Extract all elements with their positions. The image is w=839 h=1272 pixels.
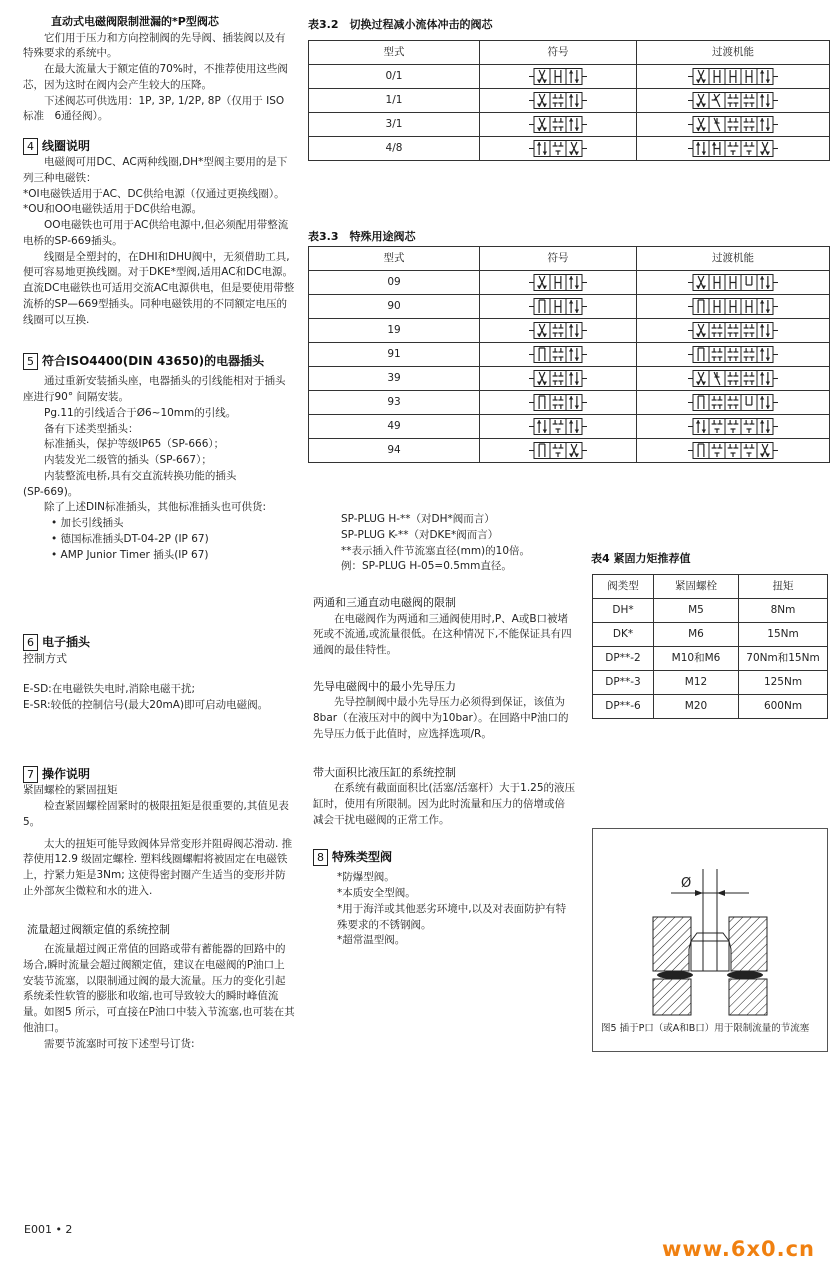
- s4-p1: 电磁阀可用DC、AC两种线圈,DH*型阀主要用的是下列三种电磁铁：: [23, 156, 288, 184]
- transition-cell: [637, 439, 830, 463]
- s5-p2: Pg.11的引线适合于Ø6~10mm的引线。: [44, 406, 237, 419]
- section-7-number: 7: [23, 766, 38, 783]
- valve-symbol-icon: [529, 322, 587, 339]
- table-row: [309, 319, 830, 343]
- table-cell: M12: [654, 671, 739, 695]
- cylinder-p1: 在系统有截面面积比(活塞/活塞杆）大于1.25的液压缸时，使用有所限制。因为此时流量和压力的倍增或倍减会干扰电磁阀的正常工作。: [313, 782, 576, 826]
- valve-symbol-icon: [529, 92, 587, 109]
- table-4-body: [593, 599, 828, 719]
- table-cell: M20: [654, 695, 739, 719]
- table-4: [592, 574, 828, 719]
- s7-p2: 太大的扭矩可能导致阀体异常变形并阻碍阀芯滑动. 推荐使用12.9 级固定螺栓. 塑料线圈螺帽将被固定在电磁铁上，拧紧力矩是3Nm; 这使得密封圈产生适当的变形并防止外部灰尘微粒和水的进入.: [23, 837, 293, 897]
- list-item: *超常温型阀。: [337, 934, 406, 947]
- table-4-caption: 表4 紧固力矩推荐值: [591, 552, 691, 565]
- symbol-cell: [480, 137, 637, 161]
- table-row: [309, 137, 830, 161]
- spool-type-cell: 49: [309, 415, 480, 439]
- spool-type-cell: 91: [309, 343, 480, 367]
- symbol-cell: [480, 415, 637, 439]
- figure-5-box: [592, 828, 828, 1052]
- section-8-number: 8: [313, 849, 328, 866]
- symbol-cell: [480, 343, 637, 367]
- section-7-heading: [23, 765, 295, 783]
- transition-cell: [637, 89, 830, 113]
- valve-symbol-icon: [529, 346, 587, 363]
- symbol-cell: [480, 391, 637, 415]
- table-3-3-caption: 表3.3 特殊用途阀芯: [308, 230, 416, 243]
- transition-symbol-icon: [688, 92, 778, 109]
- table-row: [593, 647, 828, 671]
- table-row: [309, 367, 830, 391]
- transition-cell: [637, 295, 830, 319]
- section-4-title: 线圈说明: [42, 139, 91, 153]
- table-header: 型式: [309, 41, 480, 65]
- transition-cell: [637, 113, 830, 137]
- symbol-cell: [480, 271, 637, 295]
- s5-p6: 内装整流电桥,具有交直流转换功能的插头: [44, 469, 237, 482]
- valve-symbol-icon: [529, 140, 587, 157]
- transition-symbol-icon: [688, 116, 778, 133]
- list-item: • AMP Junior Timer 插头(IP 67): [51, 548, 295, 564]
- valve-symbol-icon: [529, 418, 587, 435]
- transition-symbol-icon: [688, 68, 778, 85]
- spool-type-cell: 3/1: [309, 113, 480, 137]
- section-8-heading: [313, 848, 575, 866]
- cylinder-title: 带大面积比液压缸的系统控制: [313, 765, 456, 779]
- table-row: [593, 623, 828, 647]
- table-cell: M10和M6: [654, 647, 739, 671]
- transition-cell: [637, 319, 830, 343]
- intro-p2: 在最大流量大于额定值的70%时，不推荐使用这些阀芯，因为这时在阀内会产生较大的压降。: [23, 63, 288, 91]
- spool-type-cell: 09: [309, 271, 480, 295]
- symbol-cell: [480, 113, 637, 137]
- transition-cell: [637, 65, 830, 89]
- s5-p4: 标准插头，保护等级IP65（SP-666）；: [44, 438, 225, 451]
- limit-title: 两通和三通直动电磁阀的限制: [313, 596, 456, 609]
- section-5-number: 5: [23, 353, 38, 370]
- s5-p7: (SP-669)。: [23, 485, 79, 498]
- s7-subtitle: 紧固螺栓的紧固扭矩: [23, 784, 118, 797]
- section-6-number: 6: [23, 634, 38, 651]
- table-cell: 70Nm和15Nm: [739, 647, 828, 671]
- valve-symbol-icon: [529, 68, 587, 85]
- table-row: [309, 113, 830, 137]
- spool-type-cell: 19: [309, 319, 480, 343]
- table-row: [309, 295, 830, 319]
- transition-symbol-icon: [688, 346, 778, 363]
- intro-title: 直动式电磁阀限制泄漏的*P型阀芯: [51, 15, 219, 28]
- page-number: E001 • 2: [24, 1223, 73, 1236]
- symbol-cell: [480, 65, 637, 89]
- s6-p2: E-SR:较低的控制信号(最大20mA)即可启动电磁阀。: [23, 698, 269, 711]
- table-cell: 15Nm: [739, 623, 828, 647]
- s6-subtitle: 控制方式: [23, 652, 67, 666]
- table-row: [309, 391, 830, 415]
- table-cell: 600Nm: [739, 695, 828, 719]
- list-item: *防爆型阀。: [337, 871, 395, 884]
- table-header: 扭矩: [739, 575, 828, 599]
- table-cell: DK*: [593, 623, 654, 647]
- transition-symbol-icon: [688, 298, 778, 315]
- site-watermark: www.6x0.cn: [662, 1237, 815, 1261]
- plug-order-note: **表示插入件节流塞直径(mm)的10倍。: [341, 544, 531, 557]
- s5-p1: 通过重新安装插头座，电器插头的引线能相对于插头座进行90° 间隔安装。: [23, 375, 286, 403]
- table-cell: 125Nm: [739, 671, 828, 695]
- table-header: 过渡机能: [637, 41, 830, 65]
- table-3-3-body: [309, 271, 830, 463]
- valve-symbol-icon: [529, 274, 587, 291]
- table-cell: DP**-3: [593, 671, 654, 695]
- pilot-p1: 先导控制阀中最小先导压力必须得到保证，该值为8bar（在液压对中的阀中为10bar）。在回路中P油口的先导压力低于此值时，应选择选项/R。: [313, 696, 569, 740]
- spool-type-cell: 4/8: [309, 137, 480, 161]
- plug-order-k: SP-PLUG K-**（对DKE*阀而言）: [341, 528, 499, 541]
- transition-cell: [637, 343, 830, 367]
- valve-symbol-icon: [529, 116, 587, 133]
- table-header: 符号: [480, 247, 637, 271]
- table-3-2: [308, 40, 830, 161]
- s7-p1: 检查紧固螺栓固紧时的极限扭矩是很重要的,其值见表5。: [23, 800, 289, 828]
- table-header: 紧固螺栓: [654, 575, 739, 599]
- s5-p5: 内装发光二级管的插头（SP-667）；: [44, 454, 212, 466]
- symbol-cell: [480, 319, 637, 343]
- left-column: [23, 14, 295, 1052]
- table-cell: M6: [654, 623, 739, 647]
- list-item: *本质安全型阀。: [337, 887, 416, 899]
- table-header: 型式: [309, 247, 480, 271]
- orifice-plug-drawing-icon: [593, 829, 827, 1019]
- spool-type-cell: 93: [309, 391, 480, 415]
- s4-p3: *OU和OO电磁铁适用于DC供给电源。: [23, 203, 203, 216]
- table-cell: M5: [654, 599, 739, 623]
- s5-p8: 除了上述DIN标准插头，其他标准插头也可供货:: [44, 501, 267, 514]
- list-item: • 德国标准插头DT-04-2P (IP 67): [51, 532, 295, 548]
- section-5-title: 符合ISO4400(DIN 43650)的电器插头: [42, 354, 265, 369]
- flow-p2: 需要节流塞时可按下述型号订货:: [44, 1037, 195, 1050]
- plug-order-example: 例：SP-PLUG H-05=0.5mm直径。: [341, 560, 512, 573]
- spool-type-cell: 94: [309, 439, 480, 463]
- table-row: [309, 65, 830, 89]
- table-row: [309, 271, 830, 295]
- plug-order-h: SP-PLUG H-**（对DH*阀而言）: [341, 513, 495, 525]
- spool-type-cell: 39: [309, 367, 480, 391]
- transition-symbol-icon: [688, 140, 778, 157]
- s4-p4: OO电磁铁也可用于AC供给电源中,但必须配用带整流电桥的SP-669插头。: [23, 219, 289, 247]
- list-item: *用于海洋或其他恶劣环境中,以及对表面防护有特殊要求的不锈钢阀。: [337, 902, 567, 931]
- table-3-3: [308, 246, 830, 463]
- symbol-cell: [480, 295, 637, 319]
- table-row: [593, 599, 828, 623]
- spool-type-cell: 0/1: [309, 65, 480, 89]
- intro-p3: 下述阀芯可供选用：1P, 3P, 1/2P, 8P（仅用于 ISO 标准 6通径阀）。: [23, 94, 285, 123]
- figure-5-caption: 图5 插于P口（或A和B口）用于限制流量的节流塞: [601, 1023, 810, 1034]
- symbol-cell: [480, 89, 637, 113]
- table-cell: DH*: [593, 599, 654, 623]
- valve-symbol-icon: [529, 370, 587, 387]
- table-row: [309, 343, 830, 367]
- table-row: [309, 439, 830, 463]
- transition-cell: [637, 137, 830, 161]
- table-cell: DP**-6: [593, 695, 654, 719]
- section-8-title: 特殊类型阀: [332, 850, 393, 865]
- table-3-2-caption: 表3.2 切换过程减小流体冲击的阀芯: [308, 18, 493, 31]
- transition-symbol-icon: [688, 322, 778, 339]
- table-cell: DP**-2: [593, 647, 654, 671]
- table-header: 符号: [480, 41, 637, 65]
- table-cell: 8Nm: [739, 599, 828, 623]
- valve-symbol-icon: [529, 298, 587, 315]
- table-row: [593, 695, 828, 719]
- flow-p1: 在流量超过阀正常值的回路或带有蓄能器的回路中的场合,瞬时流量会超过阀额定值，建议在电磁阀的P油口上安装节流塞，以限制通过阀的最大流量。压力的变化引起系统柔性软管的膨胀和收缩,也可导致较大的瞬时峰值流量。如图5 所示，可直接在P油口中装入节流塞,也可装在其他油口。: [23, 943, 295, 1034]
- section-6-title: 电子插头: [42, 635, 91, 650]
- transition-symbol-icon: [688, 370, 778, 387]
- flow-title: 流量超过阀额定值的系统控制: [27, 922, 170, 936]
- table-row: [309, 415, 830, 439]
- pilot-title: 先导电磁阀中的最小先导压力: [313, 679, 456, 693]
- diameter-symbol: Ø: [681, 876, 692, 891]
- transition-cell: [637, 271, 830, 295]
- section-5-heading: [23, 352, 295, 370]
- spool-type-cell: 1/1: [309, 89, 480, 113]
- middle-column: [313, 512, 575, 949]
- section-6-heading: [23, 633, 295, 651]
- symbol-cell: [480, 367, 637, 391]
- section-4-heading: [23, 137, 295, 155]
- valve-symbol-icon: [529, 442, 587, 459]
- transition-symbol-icon: [688, 418, 778, 435]
- valve-symbol-icon: [529, 394, 587, 411]
- table-header: 阀类型: [593, 575, 654, 599]
- limit-p1: 在电磁阀作为两通和三通阀使用时,P、A或B口被堵死或不流通,或流量很低。在这种情况下,不能保证具有四通阀的最佳特性。: [313, 612, 572, 656]
- s4-p2: *OI电磁铁适用于AC、DC供给电源（仅通过更换线圈）。: [23, 187, 285, 200]
- s4-p5: 线圈是全塑封的，在DHI和DHU阀中，无须借助工具,便可容易地更换线圈。对于DKE*型阀,适用AC和DC电源。直流DC电磁铁也可适用交流AC电源供电，但是要使用带整流桥的SP—669型插头。同种电磁铁用的不同额定电压的线圈可以互换.: [23, 250, 295, 326]
- symbol-cell: [480, 439, 637, 463]
- transition-cell: [637, 391, 830, 415]
- s5-plug-list: [23, 516, 295, 563]
- section-4-number: 4: [23, 138, 38, 155]
- table-header: 过渡机能: [637, 247, 830, 271]
- table-row: [593, 671, 828, 695]
- transition-cell: [637, 415, 830, 439]
- list-item: • 加长引线插头: [51, 516, 295, 532]
- transition-symbol-icon: [688, 274, 778, 291]
- s6-p1: E-SD:在电磁铁失电时,消除电磁干扰;: [23, 682, 196, 695]
- transition-cell: [637, 367, 830, 391]
- intro-p1: 它们用于压力和方向控制阀的先导阀、插装阀以及有特殊要求的系统中。: [23, 31, 286, 60]
- transition-symbol-icon: [688, 394, 778, 411]
- table-row: [309, 89, 830, 113]
- s5-p3: 备有下述类型插头：: [44, 422, 139, 435]
- table-3-2-body: [309, 65, 830, 161]
- section-7-title: 操作说明: [42, 767, 91, 782]
- spool-type-cell: 90: [309, 295, 480, 319]
- transition-symbol-icon: [688, 442, 778, 459]
